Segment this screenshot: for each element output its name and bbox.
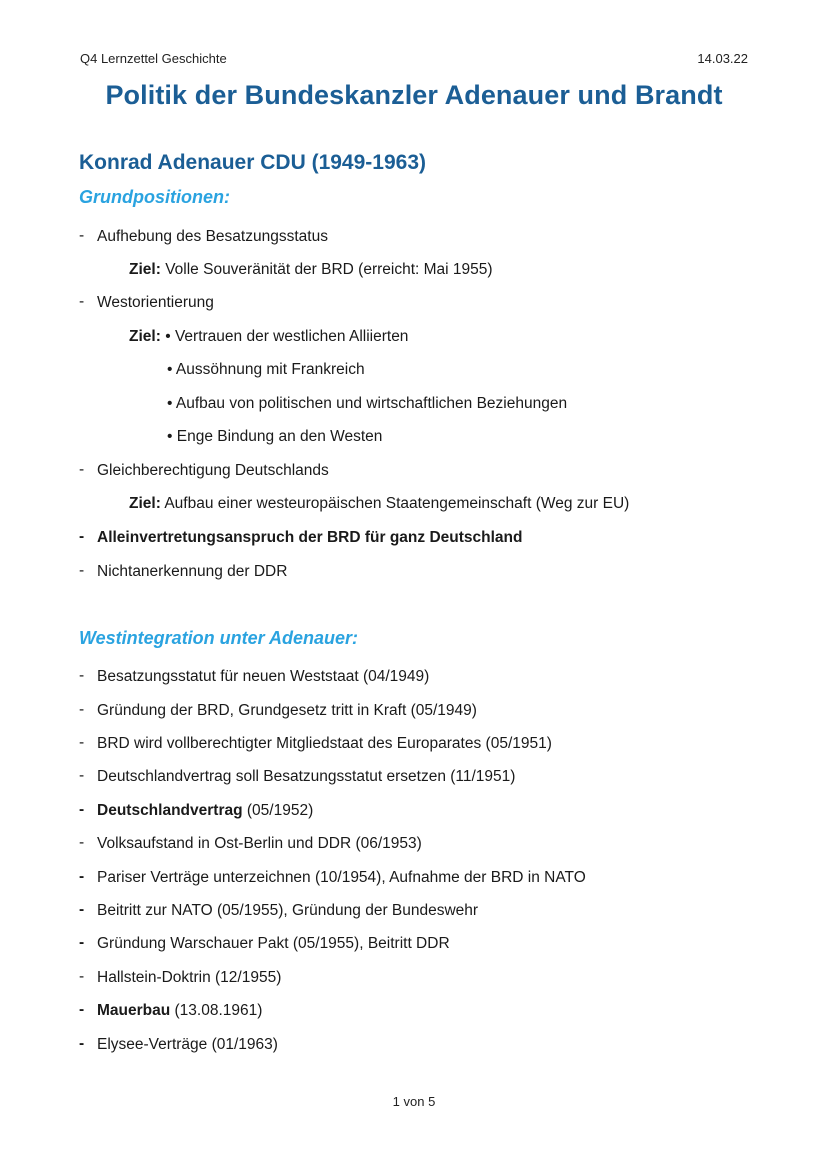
list-item: Pariser Verträge unterzeichnen (10/1954), Aufnahme der BRD in NATO <box>97 869 586 886</box>
goal-label: Ziel: <box>129 261 161 278</box>
section-heading-adenauer: Konrad Adenauer CDU (1949-1963) <box>79 151 426 174</box>
list-item: Volksaufstand in Ost-Berlin und DDR (06/1953) <box>97 835 422 852</box>
header-date: 14.03.22 <box>697 51 748 66</box>
goal-label: Ziel: <box>129 495 161 512</box>
goal-text: Volle Souveränität der BRD (erreicht: Mai 1955) <box>165 261 493 278</box>
dash-marker: - <box>79 293 85 310</box>
dash-marker: - <box>79 934 85 951</box>
page-number: 1 von 5 <box>392 1094 436 1109</box>
dash-marker: - <box>79 1001 85 1018</box>
list-item: Gründung Warschauer Pakt (05/1955), Beitritt DDR <box>97 935 450 952</box>
goal-line <box>129 328 408 346</box>
bullet-marker: • <box>167 361 173 378</box>
dash-marker: - <box>79 834 85 851</box>
goal-text: Aufbau einer westeuropäischen Staatengemeinschaft (Weg zur EU) <box>164 495 630 512</box>
list-item-rest: (13.08.1961) <box>170 1002 263 1019</box>
list-item: Westorientierung <box>97 294 214 311</box>
bullet-marker: • <box>167 395 173 412</box>
list-item: Gleichberechtigung Deutschlands <box>97 462 329 479</box>
list-item: Nichtanerkennung der DDR <box>97 563 288 580</box>
dash-marker: - <box>79 562 85 579</box>
list-item: Elysee-Verträge (01/1963) <box>97 1036 278 1053</box>
list-item: Beitritt zur NATO (05/1955), Gründung der Bundeswehr <box>97 902 479 919</box>
list-item: Hallstein-Doktrin (12/1955) <box>97 969 282 986</box>
subheading-westintegration: Westintegration unter Adenauer: <box>79 628 359 648</box>
header-course: Q4 Lernzettel Geschichte <box>80 51 227 66</box>
goal-label: Ziel: <box>129 328 161 345</box>
goal-bullet: Vertrauen der westlichen Alliierten <box>174 328 409 345</box>
goal-bullet-line <box>167 361 365 379</box>
dash-marker: - <box>79 734 85 751</box>
dash-marker: - <box>79 767 85 784</box>
list-item: Alleinvertretungsanspruch der BRD für ganz Deutschland <box>97 529 523 546</box>
list-item <box>97 802 313 820</box>
list-item-bold: Mauerbau <box>97 1002 171 1019</box>
dash-marker: - <box>79 901 85 918</box>
list-item-rest: (05/1952) <box>242 802 314 819</box>
list-item: Besatzungsstatut für neuen Weststaat (04/1949) <box>97 668 430 685</box>
goal-bullet: Enge Bindung an den Westen <box>176 428 383 445</box>
bullet-marker: • <box>167 428 173 445</box>
dash-marker: - <box>79 528 85 545</box>
dash-marker: - <box>79 801 85 818</box>
list-item: Aufhebung des Besatzungsstatus <box>97 228 328 245</box>
goal-bullet: Aufbau von politischen und wirtschaftlichen Beziehungen <box>175 395 568 412</box>
dash-marker: - <box>79 701 85 718</box>
goal-bullet-line <box>167 428 382 446</box>
list-item <box>97 1002 262 1020</box>
goal-bullet-line <box>167 395 567 413</box>
subheading-grundpositionen: Grundpositionen: <box>79 187 230 207</box>
list-item: Gründung der BRD, Grundgesetz tritt in Kraft (05/1949) <box>97 702 477 719</box>
list-item: Deutschlandvertrag soll Besatzungsstatut ersetzen (11/1951) <box>97 768 516 785</box>
dash-marker: - <box>79 1035 85 1052</box>
goal-line <box>129 495 629 513</box>
dash-marker: - <box>79 968 85 985</box>
page-title: Politik der Bundeskanzler Adenauer und Brandt <box>105 80 723 110</box>
dash-marker: - <box>79 667 85 684</box>
dash-marker: - <box>79 868 85 885</box>
dash-marker: - <box>79 461 85 478</box>
list-item: BRD wird vollberechtigter Mitgliedstaat des Europarates (05/1951) <box>97 735 552 752</box>
goal-bullet: Aussöhnung mit Frankreich <box>175 361 365 378</box>
dash-marker: - <box>79 227 85 244</box>
list-item-bold: Deutschlandvertrag <box>97 802 243 819</box>
goal-line <box>129 261 493 279</box>
bullet-marker: • <box>165 328 171 345</box>
